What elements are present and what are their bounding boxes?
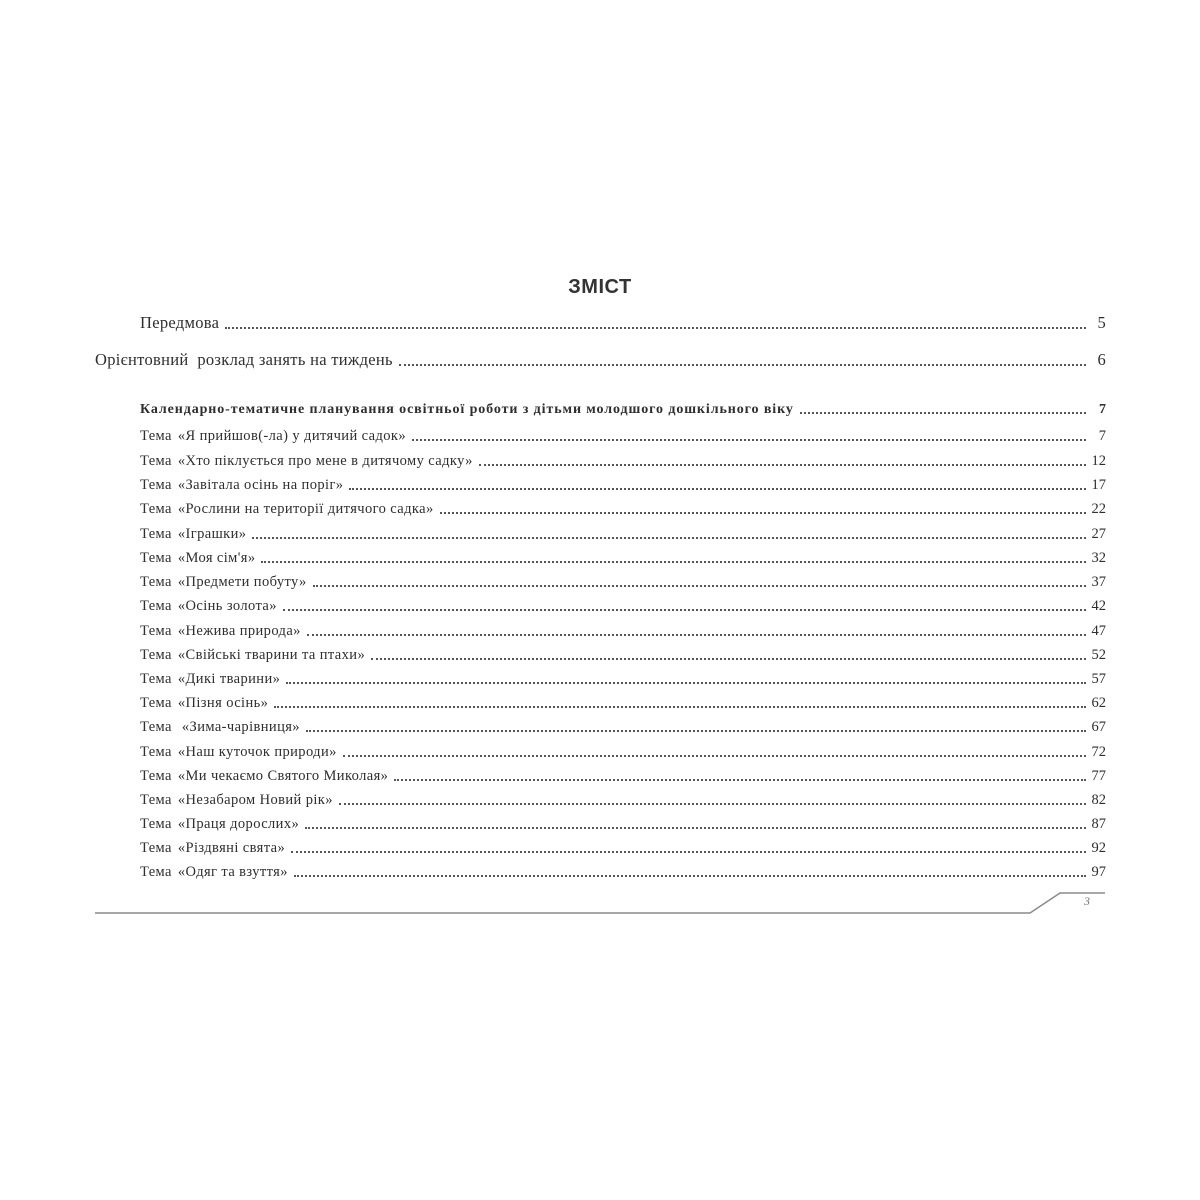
topic-prefix: Тема xyxy=(140,477,172,493)
toc-entry-label: «Пізня осінь» xyxy=(177,695,269,711)
topic-prefix: Тема xyxy=(140,792,172,808)
topic-prefix: Тема xyxy=(140,550,172,566)
topic-prefix: Тема xyxy=(140,744,172,760)
toc-entry-label: «Моя сім'я» xyxy=(177,550,256,566)
topic-prefix: Тема xyxy=(140,526,172,542)
toc-entry-page: 77 xyxy=(1091,768,1106,784)
topic-prefix: Тема xyxy=(140,719,172,735)
toc-entry-page: 62 xyxy=(1091,695,1106,711)
toc-entry-page: 6 xyxy=(1097,350,1106,369)
topic-prefix: Тема xyxy=(140,840,172,856)
toc-entry-label: «Праця дорослих» xyxy=(177,816,300,832)
toc-entry-label: «Незабаром Новий рік» xyxy=(177,792,333,808)
toc-entry-page: 67 xyxy=(1091,719,1106,735)
toc-entry-page: 42 xyxy=(1091,598,1106,614)
toc-entry-page: 27 xyxy=(1091,526,1106,542)
page-title: ЗМІСТ xyxy=(568,276,632,298)
toc-entry-label: Орієнтовний розклад занять на тиждень xyxy=(95,350,393,369)
toc-entry-label: «Наш куточок природи» xyxy=(177,744,337,760)
toc-entry-page: 22 xyxy=(1091,501,1106,517)
toc-entry-label: «Одяг та взуття» xyxy=(177,864,288,880)
toc-entry-page: 52 xyxy=(1091,647,1106,663)
topic-prefix: Тема xyxy=(140,453,172,469)
toc-entry-page: 92 xyxy=(1091,840,1106,856)
toc-entry-label: «Ми чекаємо Святого Миколая» xyxy=(177,768,389,784)
topic-prefix: Тема xyxy=(140,768,172,784)
toc-entry-page: 72 xyxy=(1091,744,1106,760)
toc-entry-label: «Іграшки» xyxy=(177,526,247,542)
toc-entry-page: 7 xyxy=(1099,402,1106,417)
topic-prefix: Тема xyxy=(140,671,172,687)
toc-entry-page: 17 xyxy=(1091,477,1106,493)
topic-prefix: Тема xyxy=(140,428,172,444)
toc-entry-page: 5 xyxy=(1097,313,1106,332)
toc-entry-label: «Дикі тварини» xyxy=(177,671,281,687)
toc-entry-page: 47 xyxy=(1091,623,1106,639)
toc-entry-label: «Завітала осінь на поріг» xyxy=(177,477,344,493)
topic-prefix: Тема xyxy=(140,647,172,663)
toc-entry-page: 57 xyxy=(1091,671,1106,687)
toc-entry-label: Передмова xyxy=(140,313,220,332)
toc-entry-label: «Я прийшов(-ла) у дитячий садок» xyxy=(177,428,407,444)
toc-entry-page: 7 xyxy=(1098,428,1106,444)
toc-entry-page: 87 xyxy=(1091,816,1106,832)
toc-entry-label: «Хто піклується про мене в дитячому садку» xyxy=(177,453,473,469)
toc-entry-label: Календарно-тематичне планування освітньої роботи з дітьми молодшого дошкільного віку xyxy=(140,402,794,417)
topic-prefix: Тема xyxy=(140,695,172,711)
topic-prefix: Тема xyxy=(140,816,172,832)
topic-prefix: Тема xyxy=(140,574,172,590)
toc-entry-label: «Осінь золота» xyxy=(177,598,277,614)
topic-prefix: Тема xyxy=(140,598,172,614)
toc-entry-page: 97 xyxy=(1091,864,1106,880)
toc-entry-label: «Свійські тварини та птахи» xyxy=(177,647,366,663)
toc-entry-page: 37 xyxy=(1091,574,1106,590)
toc-entry-label: «Предмети побуту» xyxy=(177,574,307,590)
toc-entry-label: «Рослини на території дитячого садка» xyxy=(177,501,434,517)
toc-entry-page: 82 xyxy=(1091,792,1106,808)
topic-prefix: Тема xyxy=(140,501,172,517)
toc-entry-label: «Зима-чарівниця» xyxy=(177,719,300,735)
topic-prefix: Тема xyxy=(140,864,172,880)
toc-entry-label: «Різдвяні свята» xyxy=(177,840,286,856)
footer-page-number: 3 xyxy=(1084,894,1090,908)
topic-prefix: Тема xyxy=(140,623,172,639)
toc-entry-page: 32 xyxy=(1091,550,1106,566)
toc-entry-label: «Нежива природа» xyxy=(177,623,301,639)
toc-entry-page: 12 xyxy=(1091,453,1106,469)
